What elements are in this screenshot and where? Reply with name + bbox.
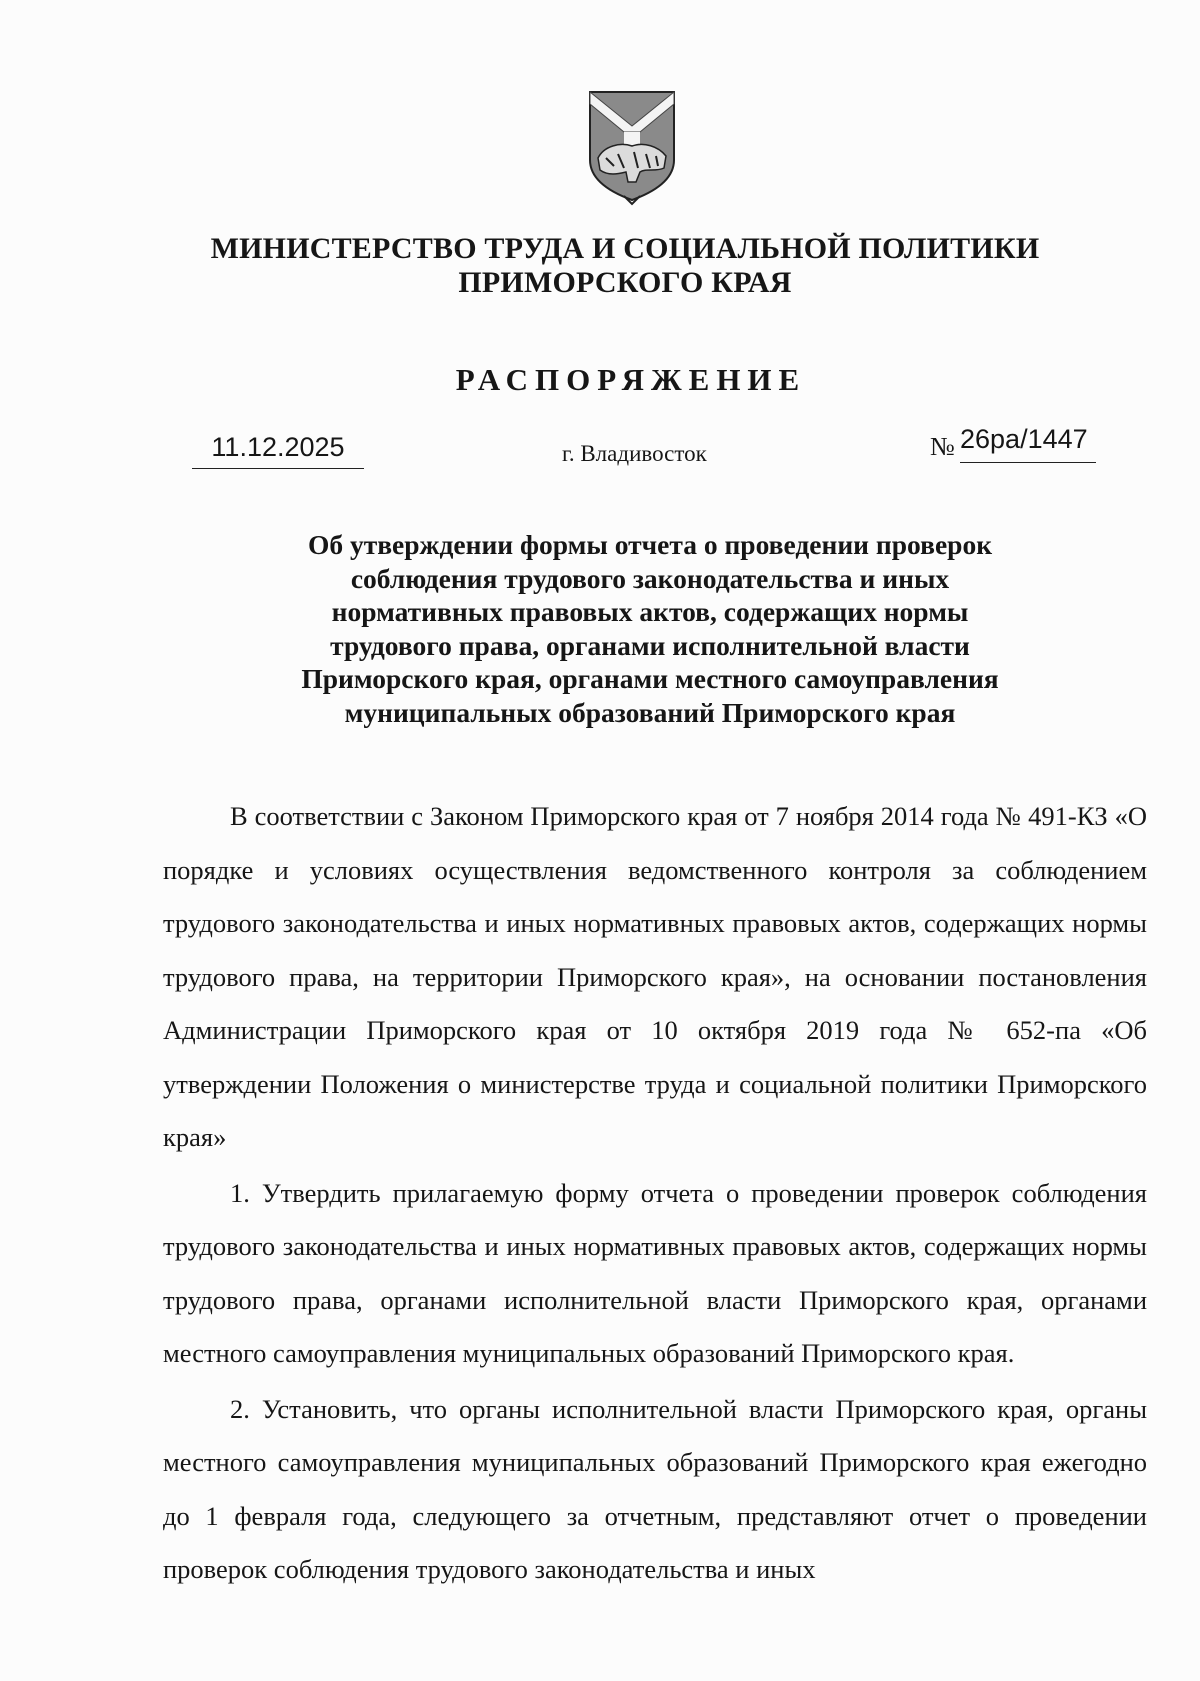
coat-of-arms-icon	[584, 88, 680, 206]
subject-line: Приморского края, органами местного самоуправления	[301, 663, 999, 694]
document-city: г. Владивосток	[562, 441, 707, 466]
item-2-paragraph: 2. Установить, что органы исполнительной власти Приморского края, органы местного самоуправления муниципальных образований Приморского края ежегодно до 1 февраля года, следующего за отчетным, представляют отчет о проведении проверок соблюдения трудового законодательства и иных	[163, 1393, 1147, 1584]
preamble-paragraph: В соответствии с Законом Приморского края от 7 ноября 2014 года № 491-КЗ «О порядке и условиях осуществления ведомственного контроля за соблюдением трудового законодательства и иных нормативных правовых актов, содержащих нормы трудового права, на территории Приморского края», на основании постановления Администрации Приморского края от 10 октября 2019 года № 652-па «Об утверждении Положения о министерстве труда и социальной политики Приморского края»	[163, 801, 1147, 1152]
item-1-paragraph: 1. Утвердить прилагаемую форму отчета о проведении проверок соблюдения трудового законодательства и иных нормативных правовых актов, содержащих нормы трудового права, органами исполнительной власти Приморского края, органами местного самоуправления муниципальных образований Приморского края.	[163, 1177, 1147, 1368]
document-body	[163, 790, 1147, 1597]
subject-line: муниципальных образований Приморского края	[344, 696, 956, 728]
ministry-line-1: МИНИСТЕРСТВО ТРУДА И СОЦИАЛЬНОЙ ПОЛИТИКИ	[210, 232, 1040, 265]
subject-line: соблюдения трудового законодательства и иных	[350, 562, 950, 594]
document-number: 26ра/1447	[960, 422, 1096, 463]
subject-line: нормативных правовых актов, содержащих нормы	[331, 596, 969, 627]
ministry-title	[0, 232, 1200, 300]
subject-line: Об утверждении формы отчета о проведении проверок	[307, 529, 993, 560]
subject-line: трудового права, органами исполнительной власти	[330, 629, 970, 661]
number-label: №	[930, 432, 955, 461]
document-date: 11.12.2025	[192, 430, 364, 469]
ministry-line-2: ПРИМОРСКОГО КРАЯ	[458, 266, 792, 299]
document-subject	[220, 528, 1080, 729]
document-type: РАСПОРЯЖЕНИЕ	[455, 362, 807, 397]
